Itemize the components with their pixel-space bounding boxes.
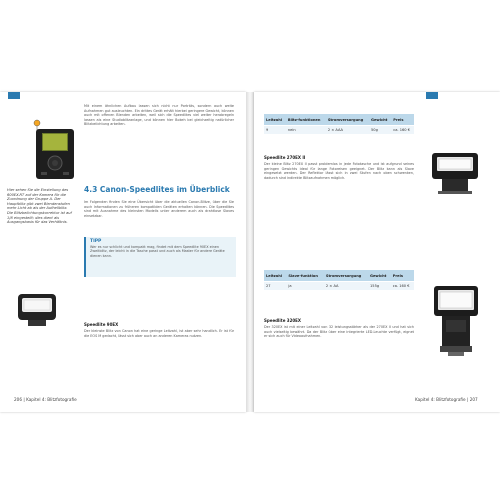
book-gutter	[246, 92, 254, 412]
section-title: 4.3 Canon-Speedlites im Überblick	[84, 185, 230, 194]
table-row	[264, 126, 414, 135]
table-cell: nein	[286, 126, 326, 135]
table-cell: 155g	[368, 282, 391, 291]
section-paragraph: Im Folgenden finden Sie eine Übersicht über die aktuellen Canon-Blitze, über die Sie auch Informationen zu früheren kompatiblen Geräten erhalten können. Die Speedlites sind mit Ausnahme des kleinsten Modells unter anderem auch als drahtlose Slaves einsetzbar.	[84, 200, 234, 218]
right-page	[254, 92, 500, 412]
left-page-footer: 206 | Kapitel 4: Blitzfotografie	[14, 397, 77, 402]
table-header: Stromversorgung	[324, 270, 368, 282]
table-cell: ca. 160 €	[391, 282, 414, 291]
table-cell: 2 × AAA	[326, 126, 369, 135]
table-cell: 9	[264, 126, 286, 135]
right-page-footer: Kapitel 4: Blitzfotografie | 207	[415, 397, 478, 402]
image-caption: Hier sehen Sie die Einstellung des 600EX-RT auf der Kamera für die Zuordnung der Gruppe A. Der Hauptblitz gibt zwei Blendenstufen mehr Licht ab als der Aufhellblitz. Die Blitzbelichtungskorrektur ist auf 1/8 eingestellt; dies dient als Ausgangsbasis für das Verhältnis.	[7, 188, 72, 225]
table-header: Preis	[391, 114, 414, 126]
subsection-paragraph: Der kleinste Blitz von Canon hat eine geringe Leitzahl, ist aber sehr handlich. Er ist für die EOS M gedacht, lässt sich aber auch an anderen Kameras nutzen.	[84, 329, 234, 338]
speedlite-270ex-image	[424, 147, 490, 197]
subsection-title: Speedlite 90EX	[84, 322, 119, 327]
table-row	[264, 282, 414, 291]
table-header: Preis	[391, 270, 414, 282]
table-cell: ja	[286, 282, 324, 291]
spec-table-270ex	[264, 270, 414, 290]
subsection-title: Speedlite 320EX	[264, 318, 301, 323]
chapter-tab-marker	[8, 92, 20, 99]
left-page	[0, 92, 246, 412]
speedlite-320ex-image	[426, 282, 488, 360]
table-cell: 2 × AA	[324, 282, 368, 291]
table-cell: ca. 160 €	[391, 126, 414, 135]
table-header: Slave-funktion	[286, 270, 324, 282]
speedlite-90ex-image	[10, 290, 64, 330]
tip-box	[84, 237, 236, 277]
table-header-row	[264, 270, 414, 282]
table-header-row	[264, 114, 414, 126]
table-header: Leitzahl	[264, 270, 286, 282]
subsection-paragraph: Der 320EX ist mit einer Leitzahl von 32 leistungsstärker als der 270EX II und hat sich auch vielseitig bewährt. Da der Blitz über eine integrierte LED-Leuchte verfügt, eignet er sich auch für Videoaufnahmen.	[264, 325, 414, 339]
tip-text: Wer es nur schlicht und kompakt mag, findet mit dem Speedlite 90EX einen Zweitblitz, der leicht in die Tasche passt und auch als Master für andere Geräte dienen kann.	[90, 245, 225, 258]
table-header: Leitzahl	[264, 114, 286, 126]
spec-table-90ex	[264, 114, 414, 134]
table-header: Gewicht	[369, 114, 391, 126]
tip-title: TIPP	[90, 239, 102, 244]
intro-paragraph: Mit einem ähnlichen Aufbau lassen sich nicht nur Porträts, sondern auch weite Aufnahmen gut ausleuchten. Ein drittes Gerät erhält hierbei geringere Gewicht, können auch mit offenen Blenden arbeiten, weil sich die Speedlites viel weiter herabregeln lassen als eine Studioblitzanlage, und können hier Bokeh bei gleichzeitig natürlicher Blitzbelichtung arbeiten.	[84, 104, 234, 127]
table-cell: 27	[264, 282, 286, 291]
table-header: Stromversorgung	[326, 114, 369, 126]
table-header: Gewicht	[368, 270, 391, 282]
table-header: Blitz-funktionen	[286, 114, 326, 126]
subsection-paragraph: Der kleine Blitz 270EX II passt problemlos in jede Fototasche und ist aufgrund seines geringen Gewichts ideal für lange Fotoreisen geeignet. Der Blitz kann als Slave eingesetzt werden. Der Reflektor lässt sich in zwei Stufen nach oben schwenken, dadurch sind indirekte Blitzaufnahmen möglich.	[264, 162, 414, 180]
subsection-title: Speedlite 270EX II	[264, 155, 306, 160]
speedlite-600ex-rt-image	[33, 119, 77, 181]
chapter-tab-marker	[426, 92, 438, 99]
table-cell: 50g	[369, 126, 391, 135]
